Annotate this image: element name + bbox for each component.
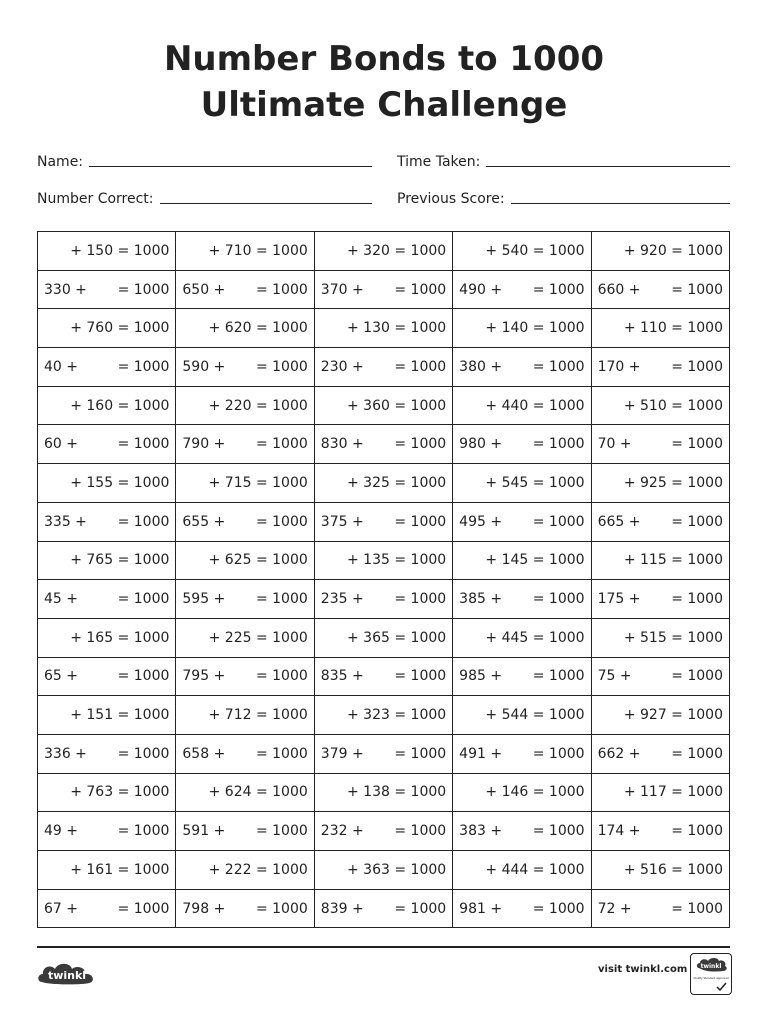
question-result: = 1000 — [671, 745, 723, 762]
question-addend: 175 + — [597, 591, 641, 608]
table-row — [38, 386, 730, 425]
question-result: = 1000 — [532, 745, 585, 762]
question-cell[interactable] — [176, 696, 314, 735]
visit-link[interactable]: visit twinkl.com — [598, 964, 688, 975]
question-text: + 927 = 1000 — [623, 707, 723, 724]
question-cell[interactable] — [591, 502, 729, 541]
time-taken-label: Time Taken: — [397, 154, 481, 170]
question-text: + 444 = 1000 — [485, 861, 585, 878]
table-row — [38, 464, 730, 503]
question-cell[interactable] — [314, 773, 452, 812]
question-addend: 72 + — [597, 900, 632, 917]
table-row — [38, 348, 730, 387]
question-text: + 220 = 1000 — [208, 397, 308, 414]
number-correct-field[interactable] — [37, 189, 372, 207]
question-cell[interactable] — [314, 232, 452, 271]
question-cell[interactable] — [314, 309, 452, 348]
question-result: = 1000 — [255, 358, 308, 375]
table-row — [38, 309, 730, 348]
title-line-1: Number Bonds to 1000 — [163, 39, 605, 79]
name-line[interactable] — [89, 152, 372, 167]
question-addend: 335 + — [44, 513, 87, 530]
question-cell[interactable] — [176, 812, 314, 851]
question-cell[interactable] — [176, 773, 314, 812]
question-addend: 658 + — [182, 745, 226, 762]
question-text: + 544 = 1000 — [485, 707, 585, 724]
question-addend: 40 + — [44, 358, 78, 375]
question-text: + 130 = 1000 — [347, 320, 447, 337]
question-text: + 225 = 1000 — [208, 629, 308, 646]
question-result: = 1000 — [255, 513, 308, 530]
question-addend: 70 + — [597, 436, 632, 453]
question-result: = 1000 — [255, 823, 308, 840]
question-cell[interactable] — [314, 270, 452, 309]
question-result: = 1000 — [532, 823, 585, 840]
question-cell[interactable] — [38, 502, 176, 541]
question-cell[interactable] — [38, 657, 176, 696]
question-cell[interactable] — [176, 618, 314, 657]
question-cell[interactable] — [591, 696, 729, 735]
question-text: + 138 = 1000 — [347, 784, 447, 801]
question-cell[interactable] — [591, 580, 729, 619]
question-text: + 445 = 1000 — [485, 629, 585, 646]
title-line-2: Ultimate Challenge — [200, 85, 568, 125]
question-text: + 760 = 1000 — [70, 320, 170, 337]
previous-score-line[interactable] — [511, 189, 730, 204]
question-addend: 330 + — [44, 281, 87, 298]
question-addend: 830 + — [320, 436, 364, 453]
question-cell[interactable] — [591, 464, 729, 503]
question-cell[interactable] — [591, 734, 729, 773]
question-addend: 385 + — [459, 591, 503, 608]
question-cell[interactable] — [176, 851, 314, 890]
question-cell[interactable] — [591, 851, 729, 890]
question-cell[interactable] — [591, 348, 729, 387]
question-text: + 325 = 1000 — [347, 474, 447, 491]
footer-divider — [37, 946, 730, 948]
question-cell[interactable] — [591, 812, 729, 851]
question-cell[interactable] — [453, 386, 591, 425]
table-row — [38, 851, 730, 890]
question-addend: 665 + — [597, 513, 641, 530]
question-cell[interactable] — [591, 309, 729, 348]
question-cell[interactable] — [314, 348, 452, 387]
question-cell[interactable] — [591, 270, 729, 309]
table-row — [38, 618, 730, 657]
number-correct-line[interactable] — [160, 189, 372, 204]
question-addend: 660 + — [597, 281, 641, 298]
question-addend: 981 + — [459, 900, 503, 917]
question-cell[interactable] — [176, 657, 314, 696]
question-cell[interactable] — [453, 464, 591, 503]
question-result: = 1000 — [255, 281, 308, 298]
question-text: + 320 = 1000 — [347, 242, 447, 259]
question-addend: 655 + — [182, 513, 226, 530]
question-addend: 490 + — [459, 281, 503, 298]
question-result: = 1000 — [532, 281, 585, 298]
question-result: = 1000 — [117, 745, 170, 762]
page-title — [0, 36, 768, 128]
question-text: + 365 = 1000 — [347, 629, 447, 646]
question-cell[interactable] — [453, 425, 591, 464]
question-cell[interactable] — [314, 502, 452, 541]
question-result: = 1000 — [671, 513, 723, 530]
question-cell[interactable] — [591, 541, 729, 580]
question-text: + 360 = 1000 — [347, 397, 447, 414]
table-row — [38, 541, 730, 580]
question-cell[interactable] — [591, 618, 729, 657]
question-cell[interactable] — [453, 773, 591, 812]
question-text: + 363 = 1000 — [347, 861, 447, 878]
question-addend: 235 + — [320, 591, 364, 608]
question-result: = 1000 — [532, 513, 585, 530]
question-text: + 763 = 1000 — [70, 784, 170, 801]
question-cell[interactable] — [591, 773, 729, 812]
question-text: + 110 = 1000 — [623, 320, 723, 337]
question-text: + 140 = 1000 — [485, 320, 585, 337]
question-text: + 620 = 1000 — [208, 320, 308, 337]
question-text: + 515 = 1000 — [623, 629, 723, 646]
question-cell[interactable] — [176, 541, 314, 580]
question-result: = 1000 — [532, 900, 585, 917]
quality-badge-icon — [690, 953, 732, 995]
question-cell[interactable] — [38, 309, 176, 348]
question-text: + 545 = 1000 — [485, 474, 585, 491]
question-cell[interactable] — [38, 889, 176, 928]
question-cell[interactable] — [38, 541, 176, 580]
question-text: + 440 = 1000 — [485, 397, 585, 414]
question-cell[interactable] — [453, 232, 591, 271]
question-addend: 495 + — [459, 513, 503, 530]
question-text: + 146 = 1000 — [485, 784, 585, 801]
table-row — [38, 657, 730, 696]
name-field[interactable] — [37, 152, 372, 170]
table-row — [38, 580, 730, 619]
question-cell[interactable] — [453, 618, 591, 657]
question-addend: 839 + — [320, 900, 364, 917]
table-row — [38, 232, 730, 271]
table-row — [38, 425, 730, 464]
question-result: = 1000 — [532, 591, 585, 608]
question-cell[interactable] — [453, 270, 591, 309]
table-row — [38, 812, 730, 851]
question-result: = 1000 — [671, 358, 723, 375]
question-result: = 1000 — [255, 745, 308, 762]
question-addend: 795 + — [182, 668, 226, 685]
question-cell[interactable] — [176, 348, 314, 387]
question-cell[interactable] — [453, 348, 591, 387]
question-text: + 150 = 1000 — [70, 242, 170, 259]
question-addend: 380 + — [459, 358, 503, 375]
question-addend: 590 + — [182, 358, 226, 375]
question-text: + 710 = 1000 — [208, 242, 308, 259]
question-addend: 798 + — [182, 900, 226, 917]
question-addend: 232 + — [320, 823, 364, 840]
question-result: = 1000 — [255, 436, 308, 453]
question-addend: 370 + — [320, 281, 364, 298]
question-result: = 1000 — [671, 668, 723, 685]
question-addend: 835 + — [320, 668, 364, 685]
question-cell[interactable] — [38, 618, 176, 657]
question-addend: 336 + — [44, 745, 87, 762]
question-text: + 624 = 1000 — [208, 784, 308, 801]
question-text: + 510 = 1000 — [623, 397, 723, 414]
question-addend: 49 + — [44, 823, 78, 840]
question-cell[interactable] — [314, 541, 452, 580]
name-label: Name: — [37, 154, 84, 170]
question-addend: 595 + — [182, 591, 226, 608]
question-cell[interactable] — [38, 696, 176, 735]
question-cell[interactable] — [38, 580, 176, 619]
question-result: = 1000 — [255, 668, 308, 685]
question-cell[interactable] — [314, 889, 452, 928]
question-cell[interactable] — [314, 580, 452, 619]
question-text: + 161 = 1000 — [70, 861, 170, 878]
question-result: = 1000 — [394, 591, 447, 608]
question-cell[interactable] — [453, 734, 591, 773]
question-text: + 540 = 1000 — [485, 242, 585, 259]
question-addend: 491 + — [459, 745, 503, 762]
question-cell[interactable] — [591, 232, 729, 271]
question-cell[interactable] — [38, 851, 176, 890]
question-result: = 1000 — [671, 436, 723, 453]
question-result: = 1000 — [255, 591, 308, 608]
question-text: + 155 = 1000 — [70, 474, 170, 491]
question-result: = 1000 — [671, 900, 723, 917]
question-result: = 1000 — [117, 281, 170, 298]
question-text: + 920 = 1000 — [623, 242, 723, 259]
table-row — [38, 270, 730, 309]
question-cell[interactable] — [176, 734, 314, 773]
question-cell[interactable] — [314, 812, 452, 851]
question-addend: 985 + — [459, 668, 503, 685]
question-text: + 115 = 1000 — [623, 552, 723, 569]
question-result: = 1000 — [532, 436, 585, 453]
question-cell[interactable] — [591, 889, 729, 928]
question-addend: 230 + — [320, 358, 364, 375]
question-result: = 1000 — [394, 900, 447, 917]
question-addend: 375 + — [320, 513, 364, 530]
question-cell[interactable] — [176, 232, 314, 271]
question-cell[interactable] — [453, 812, 591, 851]
question-addend: 662 + — [597, 745, 641, 762]
question-cell[interactable] — [38, 348, 176, 387]
question-result: = 1000 — [394, 823, 447, 840]
question-cell[interactable] — [314, 851, 452, 890]
question-cell[interactable] — [314, 464, 452, 503]
number-correct-label: Number Correct: — [37, 191, 154, 207]
question-result: = 1000 — [117, 668, 170, 685]
question-table — [37, 231, 730, 928]
table-row — [38, 734, 730, 773]
table-row — [38, 773, 730, 812]
question-text: + 117 = 1000 — [623, 784, 723, 801]
question-text: + 323 = 1000 — [347, 707, 447, 724]
question-result: = 1000 — [671, 823, 723, 840]
question-text: + 625 = 1000 — [208, 552, 308, 569]
question-result: = 1000 — [117, 436, 170, 453]
logo-text: twinkl — [47, 969, 87, 982]
question-text: + 151 = 1000 — [70, 707, 170, 724]
question-cell[interactable] — [591, 386, 729, 425]
question-cell[interactable] — [453, 696, 591, 735]
question-addend: 170 + — [597, 358, 641, 375]
question-cell[interactable] — [314, 425, 452, 464]
question-cell[interactable] — [38, 386, 176, 425]
question-addend: 383 + — [459, 823, 503, 840]
badge-text: twinkl — [700, 963, 722, 970]
question-cell[interactable] — [453, 309, 591, 348]
question-cell[interactable] — [314, 696, 452, 735]
question-addend: 65 + — [44, 668, 78, 685]
twinkl-logo — [36, 956, 98, 988]
table-row — [38, 889, 730, 928]
question-cell[interactable] — [453, 889, 591, 928]
question-cell[interactable] — [453, 580, 591, 619]
question-addend: 45 + — [44, 591, 78, 608]
question-text: + 135 = 1000 — [347, 552, 447, 569]
question-addend: 980 + — [459, 436, 503, 453]
question-addend: 75 + — [597, 668, 632, 685]
question-result: = 1000 — [255, 900, 308, 917]
question-text: + 712 = 1000 — [208, 707, 308, 724]
question-text: + 222 = 1000 — [208, 861, 308, 878]
question-cell[interactable] — [314, 386, 452, 425]
question-cell[interactable] — [176, 309, 314, 348]
question-result: = 1000 — [117, 513, 170, 530]
question-text: + 925 = 1000 — [623, 474, 723, 491]
table-row — [38, 502, 730, 541]
question-cell[interactable] — [176, 386, 314, 425]
question-cell[interactable] — [453, 502, 591, 541]
question-addend: 650 + — [182, 281, 226, 298]
previous-score-field[interactable] — [397, 189, 730, 207]
question-cell[interactable] — [38, 464, 176, 503]
question-cell[interactable] — [453, 541, 591, 580]
question-cell[interactable] — [314, 657, 452, 696]
question-result: = 1000 — [394, 281, 447, 298]
question-result: = 1000 — [394, 745, 447, 762]
question-result: = 1000 — [394, 358, 447, 375]
question-result: = 1000 — [117, 358, 170, 375]
question-cell[interactable] — [38, 773, 176, 812]
question-cell[interactable] — [176, 464, 314, 503]
question-result: = 1000 — [532, 358, 585, 375]
question-cell[interactable] — [176, 425, 314, 464]
question-cell[interactable] — [38, 734, 176, 773]
question-cell[interactable] — [176, 889, 314, 928]
question-text: + 765 = 1000 — [70, 552, 170, 569]
question-text: + 165 = 1000 — [70, 629, 170, 646]
question-cell[interactable] — [38, 232, 176, 271]
question-cell[interactable] — [176, 502, 314, 541]
question-addend: 591 + — [182, 823, 226, 840]
time-taken-line[interactable] — [486, 152, 730, 167]
question-cell[interactable] — [314, 734, 452, 773]
question-text: + 160 = 1000 — [70, 397, 170, 414]
question-text: + 516 = 1000 — [623, 861, 723, 878]
question-cell[interactable] — [453, 657, 591, 696]
question-result: = 1000 — [117, 900, 170, 917]
question-cell[interactable] — [38, 812, 176, 851]
question-cell[interactable] — [591, 425, 729, 464]
question-addend: 60 + — [44, 436, 78, 453]
question-addend: 174 + — [597, 823, 641, 840]
question-cell[interactable] — [176, 580, 314, 619]
question-result: = 1000 — [394, 668, 447, 685]
question-cell[interactable] — [314, 618, 452, 657]
question-result: = 1000 — [394, 513, 447, 530]
question-result: = 1000 — [117, 823, 170, 840]
question-cell[interactable] — [591, 657, 729, 696]
badge-sub: Quality Standard Approved — [693, 977, 729, 980]
question-addend: 790 + — [182, 436, 226, 453]
question-result: = 1000 — [671, 591, 723, 608]
table-row — [38, 696, 730, 735]
question-cell[interactable] — [38, 425, 176, 464]
question-text: + 715 = 1000 — [208, 474, 308, 491]
previous-score-label: Previous Score: — [397, 191, 505, 207]
question-cell[interactable] — [38, 270, 176, 309]
question-cell[interactable] — [176, 270, 314, 309]
question-cell[interactable] — [453, 851, 591, 890]
time-taken-field[interactable] — [397, 152, 730, 170]
question-text: + 145 = 1000 — [485, 552, 585, 569]
question-result: = 1000 — [394, 436, 447, 453]
question-result: = 1000 — [671, 281, 723, 298]
question-addend: 67 + — [44, 900, 78, 917]
question-result: = 1000 — [532, 668, 585, 685]
question-result: = 1000 — [117, 591, 170, 608]
question-addend: 379 + — [320, 745, 364, 762]
